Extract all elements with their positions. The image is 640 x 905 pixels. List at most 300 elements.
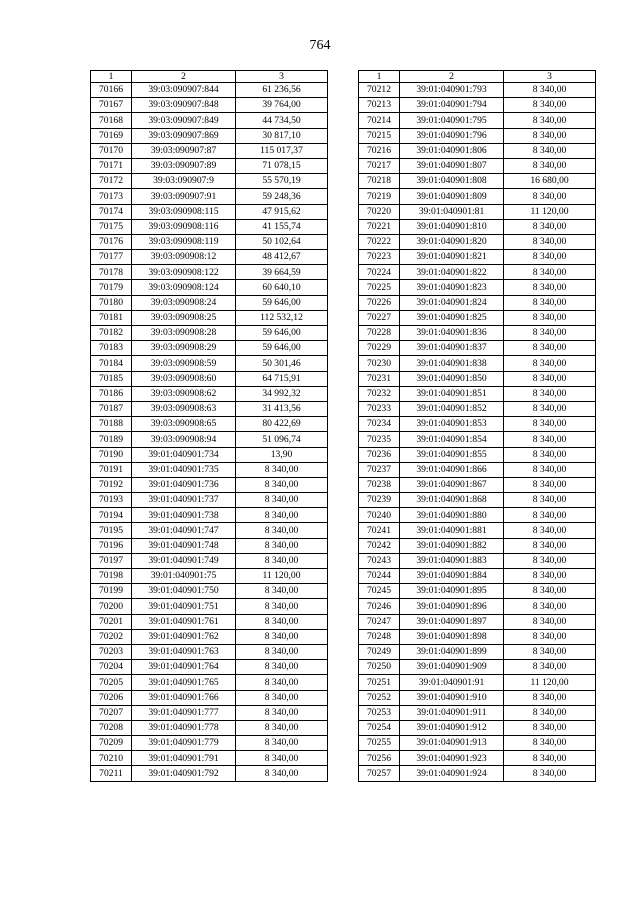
table-row	[359, 295, 596, 310]
cell-value: 8 340,00	[236, 766, 328, 781]
table-row	[359, 113, 596, 128]
cell-value: 112 532,12	[236, 310, 328, 325]
cell-value: 50 301,46	[236, 356, 328, 371]
cell-cadastral-number: 39:03:090908:60	[132, 371, 236, 386]
cell-cadastral-number: 39:01:040901:851	[400, 386, 504, 401]
cell-number: 70244	[359, 569, 400, 584]
table-row	[91, 386, 328, 401]
table-row	[359, 371, 596, 386]
cell-value: 8 340,00	[504, 143, 596, 158]
cell-number: 70215	[359, 128, 400, 143]
cell-number: 70245	[359, 584, 400, 599]
cell-cadastral-number: 39:03:090907:91	[132, 189, 236, 204]
cell-value: 8 340,00	[504, 477, 596, 492]
cell-number: 70228	[359, 326, 400, 341]
cell-number: 70208	[91, 720, 132, 735]
cell-cadastral-number: 39:01:040901:779	[132, 736, 236, 751]
cell-cadastral-number: 39:01:040901:777	[132, 705, 236, 720]
cell-cadastral-number: 39:01:040901:766	[132, 690, 236, 705]
cell-number: 70197	[91, 553, 132, 568]
cell-value: 30 817,10	[236, 128, 328, 143]
table-row	[91, 113, 328, 128]
cell-value: 8 340,00	[504, 569, 596, 584]
cell-cadastral-number: 39:03:090907:848	[132, 98, 236, 113]
cell-number: 70236	[359, 447, 400, 462]
cell-value: 8 340,00	[504, 660, 596, 675]
cell-cadastral-number: 39:01:040901:792	[132, 766, 236, 781]
table-row	[91, 751, 328, 766]
cell-number: 70172	[91, 174, 132, 189]
cell-number: 70195	[91, 523, 132, 538]
cell-cadastral-number: 39:01:040901:866	[400, 462, 504, 477]
cell-cadastral-number: 39:03:090907:89	[132, 158, 236, 173]
cell-number: 70256	[359, 751, 400, 766]
cell-cadastral-number: 39:01:040901:868	[400, 493, 504, 508]
cell-cadastral-number: 39:01:040901:749	[132, 553, 236, 568]
table-row	[359, 599, 596, 614]
table-row	[91, 432, 328, 447]
cell-value: 8 340,00	[504, 644, 596, 659]
cell-value: 8 340,00	[504, 326, 596, 341]
cell-cadastral-number: 39:01:040901:821	[400, 250, 504, 265]
cell-value: 8 340,00	[236, 553, 328, 568]
cell-cadastral-number: 39:01:040901:910	[400, 690, 504, 705]
cell-cadastral-number: 39:03:090908:65	[132, 417, 236, 432]
cell-cadastral-number: 39:01:040901:850	[400, 371, 504, 386]
cell-value: 8 340,00	[236, 644, 328, 659]
cell-cadastral-number: 39:01:040901:794	[400, 98, 504, 113]
table-row	[359, 219, 596, 234]
cell-value: 8 340,00	[504, 128, 596, 143]
cell-value: 8 340,00	[504, 250, 596, 265]
cell-number: 70239	[359, 493, 400, 508]
cell-number: 70175	[91, 219, 132, 234]
cell-cadastral-number: 39:03:090908:62	[132, 386, 236, 401]
cell-value: 115 017,37	[236, 143, 328, 158]
table-body-left	[91, 83, 328, 782]
cell-number: 70210	[91, 751, 132, 766]
cell-cadastral-number: 39:01:040901:867	[400, 477, 504, 492]
cell-cadastral-number: 39:01:040901:896	[400, 599, 504, 614]
cell-number: 70250	[359, 660, 400, 675]
cell-value: 8 340,00	[236, 477, 328, 492]
cell-cadastral-number: 39:01:040901:854	[400, 432, 504, 447]
cell-cadastral-number: 39:03:090908:25	[132, 310, 236, 325]
cell-cadastral-number: 39:01:040901:763	[132, 644, 236, 659]
cell-value: 59 646,00	[236, 341, 328, 356]
table-row	[359, 660, 596, 675]
cell-number: 70225	[359, 280, 400, 295]
cell-value: 59 248,36	[236, 189, 328, 204]
cell-cadastral-number: 39:01:040901:761	[132, 614, 236, 629]
cell-number: 70198	[91, 569, 132, 584]
column-header-cadastral: 2	[400, 71, 504, 83]
cell-value: 8 340,00	[504, 599, 596, 614]
table-row	[91, 219, 328, 234]
cell-value: 8 340,00	[504, 265, 596, 280]
cell-value: 8 340,00	[236, 584, 328, 599]
cell-value: 8 340,00	[236, 705, 328, 720]
cell-number: 70181	[91, 310, 132, 325]
table-row	[91, 295, 328, 310]
table-row	[359, 569, 596, 584]
cell-value: 8 340,00	[504, 538, 596, 553]
cell-number: 70234	[359, 417, 400, 432]
cell-number: 70173	[91, 189, 132, 204]
table-row	[359, 356, 596, 371]
cell-cadastral-number: 39:01:040901:837	[400, 341, 504, 356]
cell-number: 70246	[359, 599, 400, 614]
cell-value: 8 340,00	[236, 508, 328, 523]
page-number: 764	[309, 38, 331, 53]
cell-value: 8 340,00	[504, 584, 596, 599]
cell-number: 70247	[359, 614, 400, 629]
cell-number: 70204	[91, 660, 132, 675]
cell-value: 8 340,00	[504, 493, 596, 508]
cell-value: 55 570,19	[236, 174, 328, 189]
cell-value: 31 413,56	[236, 401, 328, 416]
cell-cadastral-number: 39:03:090908:94	[132, 432, 236, 447]
cell-cadastral-number: 39:03:090907:849	[132, 113, 236, 128]
cell-number: 70235	[359, 432, 400, 447]
cell-number: 70241	[359, 523, 400, 538]
cell-value: 39 764,00	[236, 98, 328, 113]
cell-value: 8 340,00	[504, 401, 596, 416]
table-row	[91, 462, 328, 477]
cell-cadastral-number: 39:01:040901:823	[400, 280, 504, 295]
cell-cadastral-number: 39:01:040901:737	[132, 493, 236, 508]
column-header-number: 1	[359, 71, 400, 83]
cell-number: 70205	[91, 675, 132, 690]
cell-cadastral-number: 39:03:090907:9	[132, 174, 236, 189]
cell-cadastral-number: 39:03:090907:844	[132, 83, 236, 98]
cell-number: 70192	[91, 477, 132, 492]
table-row	[91, 705, 328, 720]
table-row	[91, 310, 328, 325]
cell-number: 70221	[359, 219, 400, 234]
table-row	[359, 644, 596, 659]
cell-number: 70253	[359, 705, 400, 720]
table-row	[359, 477, 596, 492]
cell-cadastral-number: 39:03:090908:119	[132, 234, 236, 249]
cell-number: 70199	[91, 584, 132, 599]
table-row	[91, 128, 328, 143]
cell-cadastral-number: 39:01:040901:795	[400, 113, 504, 128]
cell-number: 70232	[359, 386, 400, 401]
table-row	[359, 690, 596, 705]
cell-value: 64 715,91	[236, 371, 328, 386]
table-row	[359, 493, 596, 508]
cell-number: 70196	[91, 538, 132, 553]
table-row	[91, 326, 328, 341]
cell-number: 70240	[359, 508, 400, 523]
cell-value: 8 340,00	[504, 189, 596, 204]
cell-cadastral-number: 39:01:040901:822	[400, 265, 504, 280]
cell-number: 70187	[91, 401, 132, 416]
cell-value: 8 340,00	[504, 766, 596, 781]
table-row	[91, 447, 328, 462]
cell-number: 70186	[91, 386, 132, 401]
table-row	[359, 614, 596, 629]
cell-number: 70218	[359, 174, 400, 189]
table-row	[91, 766, 328, 781]
cell-value: 8 340,00	[504, 83, 596, 98]
cell-value: 8 340,00	[504, 113, 596, 128]
table-row	[91, 477, 328, 492]
cell-value: 8 340,00	[236, 720, 328, 735]
cell-value: 60 640,10	[236, 280, 328, 295]
cell-cadastral-number: 39:01:040901:778	[132, 720, 236, 735]
cell-cadastral-number: 39:01:040901:751	[132, 599, 236, 614]
cell-number: 70189	[91, 432, 132, 447]
cell-cadastral-number: 39:01:040901:898	[400, 629, 504, 644]
cell-value: 50 102,64	[236, 234, 328, 249]
cell-value: 8 340,00	[504, 690, 596, 705]
cell-value: 8 340,00	[236, 629, 328, 644]
cell-value: 8 340,00	[504, 553, 596, 568]
table-row	[359, 250, 596, 265]
cell-cadastral-number: 39:01:040901:909	[400, 660, 504, 675]
table-row	[359, 584, 596, 599]
table-row	[359, 341, 596, 356]
cell-number: 70255	[359, 736, 400, 751]
cell-value: 8 340,00	[504, 98, 596, 113]
cell-value: 41 155,74	[236, 219, 328, 234]
cell-cadastral-number: 39:03:090908:28	[132, 326, 236, 341]
cell-value: 48 412,67	[236, 250, 328, 265]
table-row	[359, 143, 596, 158]
cell-number: 70252	[359, 690, 400, 705]
table-row	[359, 280, 596, 295]
cell-cadastral-number: 39:01:040901:911	[400, 705, 504, 720]
table-row	[359, 98, 596, 113]
cell-value: 8 340,00	[504, 310, 596, 325]
cell-number: 70212	[359, 83, 400, 98]
column-header-number: 1	[91, 71, 132, 83]
table-row	[359, 128, 596, 143]
cell-number: 70169	[91, 128, 132, 143]
cell-value: 8 340,00	[504, 720, 596, 735]
cell-value: 8 340,00	[504, 371, 596, 386]
cell-cadastral-number: 39:01:040901:820	[400, 234, 504, 249]
table-header-row	[91, 71, 328, 83]
table-row	[91, 143, 328, 158]
table-row	[359, 204, 596, 219]
cell-value: 8 340,00	[504, 280, 596, 295]
cell-value: 8 340,00	[236, 660, 328, 675]
cell-number: 70180	[91, 295, 132, 310]
table-row	[91, 189, 328, 204]
cell-cadastral-number: 39:03:090908:12	[132, 250, 236, 265]
cell-cadastral-number: 39:01:040901:883	[400, 553, 504, 568]
cell-cadastral-number: 39:01:040901:897	[400, 614, 504, 629]
table-row	[91, 660, 328, 675]
table-row	[359, 736, 596, 751]
cell-value: 51 096,74	[236, 432, 328, 447]
cell-value: 8 340,00	[236, 675, 328, 690]
cell-cadastral-number: 39:01:040901:855	[400, 447, 504, 462]
table-row	[359, 720, 596, 735]
cell-cadastral-number: 39:01:040901:750	[132, 584, 236, 599]
cell-value: 8 340,00	[236, 462, 328, 477]
cell-number: 70179	[91, 280, 132, 295]
table-row	[359, 751, 596, 766]
table-row	[359, 447, 596, 462]
cell-number: 70238	[359, 477, 400, 492]
cell-value: 8 340,00	[236, 751, 328, 766]
cell-cadastral-number: 39:01:040901:852	[400, 401, 504, 416]
cell-value: 80 422,69	[236, 417, 328, 432]
cell-number: 70167	[91, 98, 132, 113]
table-row	[359, 326, 596, 341]
table-row	[91, 356, 328, 371]
table-row	[359, 766, 596, 781]
cell-value: 16 680,00	[504, 174, 596, 189]
cell-cadastral-number: 39:01:040901:793	[400, 83, 504, 98]
cell-value: 39 664,59	[236, 265, 328, 280]
cell-value: 8 340,00	[504, 158, 596, 173]
cell-value: 8 340,00	[504, 447, 596, 462]
cell-value: 61 236,56	[236, 83, 328, 98]
cell-value: 11 120,00	[504, 204, 596, 219]
cell-number: 70248	[359, 629, 400, 644]
cell-number: 70190	[91, 447, 132, 462]
table-row	[359, 158, 596, 173]
cell-cadastral-number: 39:01:040901:765	[132, 675, 236, 690]
table-row	[91, 599, 328, 614]
cell-number: 70226	[359, 295, 400, 310]
table-row	[359, 432, 596, 447]
cell-number: 70214	[359, 113, 400, 128]
cell-cadastral-number: 39:01:040901:806	[400, 143, 504, 158]
cell-cadastral-number: 39:01:040901:923	[400, 751, 504, 766]
cell-number: 70176	[91, 234, 132, 249]
cell-value: 8 340,00	[504, 295, 596, 310]
table-row	[91, 553, 328, 568]
table-row	[359, 174, 596, 189]
cell-cadastral-number: 39:01:040901:810	[400, 219, 504, 234]
table-row	[91, 736, 328, 751]
cell-cadastral-number: 39:01:040901:81	[400, 204, 504, 219]
cell-number: 70220	[359, 204, 400, 219]
cell-number: 70200	[91, 599, 132, 614]
cell-value: 8 340,00	[504, 508, 596, 523]
cell-number: 70168	[91, 113, 132, 128]
table-row	[359, 553, 596, 568]
cell-number: 70188	[91, 417, 132, 432]
cell-number: 70243	[359, 553, 400, 568]
cell-number: 70213	[359, 98, 400, 113]
table-row	[91, 401, 328, 416]
cell-cadastral-number: 39:01:040901:75	[132, 569, 236, 584]
cell-cadastral-number: 39:01:040901:762	[132, 629, 236, 644]
cell-number: 70222	[359, 234, 400, 249]
cell-value: 8 340,00	[236, 523, 328, 538]
cell-cadastral-number: 39:03:090908:59	[132, 356, 236, 371]
cell-number: 70174	[91, 204, 132, 219]
cell-number: 70216	[359, 143, 400, 158]
cell-number: 70171	[91, 158, 132, 173]
cell-number: 70254	[359, 720, 400, 735]
cell-cadastral-number: 39:03:090908:124	[132, 280, 236, 295]
table-row	[91, 569, 328, 584]
cell-number: 70229	[359, 341, 400, 356]
cell-number: 70170	[91, 143, 132, 158]
table-row	[91, 98, 328, 113]
cell-number: 70191	[91, 462, 132, 477]
cell-cadastral-number: 39:01:040901:796	[400, 128, 504, 143]
cell-value: 8 340,00	[504, 356, 596, 371]
cell-number: 70249	[359, 644, 400, 659]
cell-number: 70219	[359, 189, 400, 204]
cell-cadastral-number: 39:01:040901:913	[400, 736, 504, 751]
cell-value: 8 340,00	[504, 736, 596, 751]
table-row	[91, 234, 328, 249]
cell-value: 8 340,00	[504, 462, 596, 477]
cell-value: 8 340,00	[504, 751, 596, 766]
cell-cadastral-number: 39:01:040901:807	[400, 158, 504, 173]
table-row	[91, 584, 328, 599]
cell-value: 8 340,00	[504, 432, 596, 447]
cell-value: 8 340,00	[504, 523, 596, 538]
table-row	[359, 508, 596, 523]
table-row	[359, 705, 596, 720]
cell-cadastral-number: 39:03:090908:122	[132, 265, 236, 280]
cell-value: 8 340,00	[236, 736, 328, 751]
cell-number: 70184	[91, 356, 132, 371]
cell-number: 70251	[359, 675, 400, 690]
cell-cadastral-number: 39:03:090908:29	[132, 341, 236, 356]
cell-cadastral-number: 39:01:040901:764	[132, 660, 236, 675]
table-row	[359, 629, 596, 644]
cell-value: 8 340,00	[504, 629, 596, 644]
cell-value: 8 340,00	[504, 234, 596, 249]
cell-number: 70231	[359, 371, 400, 386]
table-row	[91, 690, 328, 705]
cell-value: 8 340,00	[504, 386, 596, 401]
table-row	[359, 310, 596, 325]
table-row	[91, 417, 328, 432]
cell-number: 70182	[91, 326, 132, 341]
cell-value: 44 734,50	[236, 113, 328, 128]
table-row	[91, 265, 328, 280]
table-row	[359, 234, 596, 249]
cell-value: 8 340,00	[236, 599, 328, 614]
cell-cadastral-number: 39:01:040901:882	[400, 538, 504, 553]
table-row	[359, 417, 596, 432]
cell-number: 70227	[359, 310, 400, 325]
cell-cadastral-number: 39:01:040901:899	[400, 644, 504, 659]
cell-cadastral-number: 39:01:040901:748	[132, 538, 236, 553]
table-row	[91, 371, 328, 386]
cell-cadastral-number: 39:01:040901:791	[132, 751, 236, 766]
table-row	[91, 250, 328, 265]
cell-value: 59 646,00	[236, 326, 328, 341]
cell-cadastral-number: 39:01:040901:738	[132, 508, 236, 523]
table-row	[91, 174, 328, 189]
table-row	[91, 204, 328, 219]
table-row	[91, 720, 328, 735]
cell-number: 70242	[359, 538, 400, 553]
cell-number: 70224	[359, 265, 400, 280]
cell-number: 70194	[91, 508, 132, 523]
table-row	[359, 401, 596, 416]
cell-value: 47 915,62	[236, 204, 328, 219]
cell-cadastral-number: 39:01:040901:853	[400, 417, 504, 432]
table-row	[91, 523, 328, 538]
cell-cadastral-number: 39:01:040901:736	[132, 477, 236, 492]
table-body-right	[359, 83, 596, 782]
